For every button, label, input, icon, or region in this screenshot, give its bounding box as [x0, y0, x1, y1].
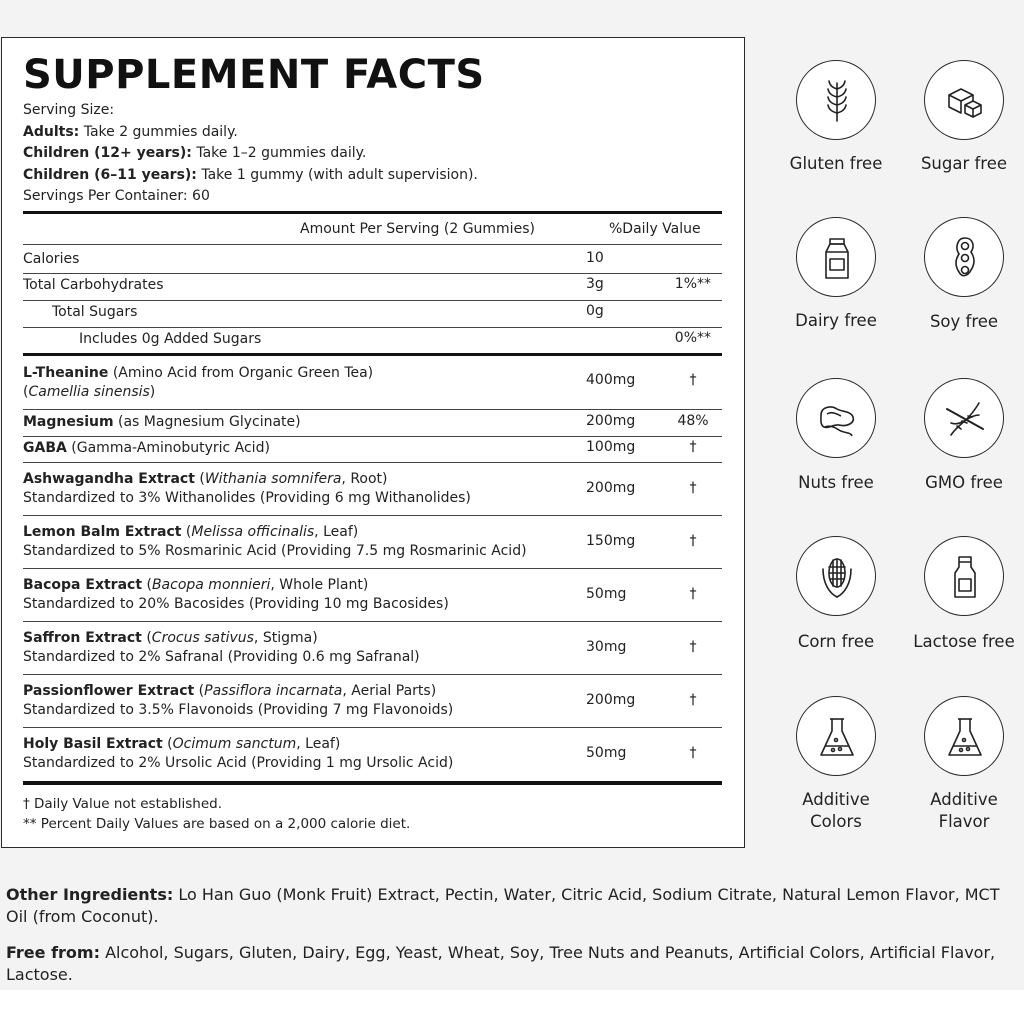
divider [23, 409, 722, 410]
divider [23, 727, 722, 728]
badge-label: Additive Flavor [930, 790, 998, 831]
divider [23, 621, 722, 622]
divider [23, 273, 722, 274]
sugar-cubes-icon [924, 60, 1004, 140]
divider [23, 515, 722, 516]
other-ingredients: Other Ingredients: Lo Han Guo (Monk Fruit) Extract, Pectin, Water, Citric Acid, Sodium Citrate, Natural Lemon Flavor, MCT Oil (from Coconut). [6, 885, 1000, 926]
serving-info [23, 100, 478, 208]
divider [23, 674, 722, 675]
soybean-icon [924, 217, 1004, 297]
badge-label: Gluten free [789, 154, 883, 173]
badge-label: Soy free [929, 312, 999, 331]
nut-icon [796, 378, 876, 458]
header-amount: Amount Per Serving (2 Gummies) [300, 221, 535, 237]
header-daily-value: %Daily Value [609, 221, 701, 237]
footnote-dagger: † Daily Value not established. [23, 796, 222, 812]
divider [23, 327, 722, 328]
divider-thick [23, 211, 722, 214]
divider [23, 436, 722, 437]
footnote-percent: ** Percent Daily Values are based on a 2,000 calorie diet. [23, 816, 411, 832]
flask-icon [796, 696, 876, 776]
milk-bottle-icon [924, 536, 1004, 616]
milk-carton-icon [796, 217, 876, 297]
divider-thick [23, 781, 722, 785]
divider-thick [23, 353, 722, 356]
serving-size: Serving Size: [23, 102, 115, 118]
serving-children-6: Children (6–11 years): Take 1 gummy (with adult supervision). [23, 166, 478, 183]
badge-label: GMO free [925, 473, 1003, 492]
dna-icon [924, 378, 1004, 458]
badge-label: Nuts free [798, 473, 874, 492]
servings-per-container: Servings Per Container: 60 [23, 188, 210, 204]
divider [23, 462, 722, 463]
badge-label: Dairy free [795, 311, 877, 330]
badge-label: Sugar free [920, 154, 1008, 173]
footnotes [23, 794, 410, 834]
badge-label: Additive Colors [802, 790, 870, 831]
panel-title: SUPPLEMENT FACTS [23, 52, 485, 98]
divider [23, 244, 722, 245]
free-from: Free from: Alcohol, Sugars, Gluten, Dairy, Egg, Yeast, Wheat, Soy, Tree Nuts and Peanuts, Artificial Colors, Artificial Flavor, Lactose. [6, 943, 996, 984]
supplement-facts-panel: SUPPLEMENT FACTS Serving Size: Adults: Take 2 gummies daily. Children (12+ years): Take 1–2 gummies daily. Children (6–11 years): Take 1 gummy (with adult supervision). Servings Per Container: 60 Amount Per Serving (2 Gummies) %Daily Value Calories 10 Total Carbohydrates 3g 1%** Total Sugars 0g Includes 0g Added Sugars 0%** L-Theanine (Amino Acid from Organic Green Tea) (Camellia sinensis) 400mg † Magnesium (as Magnesium Glycinate) 200mg 48% GABA (Gamma-Aminobutyric Acid) 100mg † Ashwagandha Extract (Withania somnifera, Root) Standardized to 3% Withanolides (Providing 6 mg Withanolides) 200mg † Lemon Balm Extract (Melissa officinalis, Leaf) Standardized to 5% Rosmarinic Acid (Providing 7.5 mg Rosmarinic Acid) 150mg † Bacopa Extract (Bacopa monnieri, Whole Plant) Standardized to 20% Bacosides (Providing 10 mg Bacosides) 50mg † Saffron Extract (Crocus sativus, Stigma) Standardized to 2% Safranal (Providing 0.6 mg Safranal) 30mg † Passionflower Extract (Passiflora incarnata, Aerial Parts) Standardized to 3.5% Flavonoids (Providing 7 mg Flavonoids) 200mg † Holy Basil Extract (Ocimum sanctum, Leaf) Standardized to 2% Ursolic Acid (Providing 1 mg Ursolic Acid) 50mg † † Daily Value not established. ** Percent Daily Values are based on a 2,000 calorie diet. [1, 37, 745, 848]
serving-children-12: Children (12+ years): Take 1–2 gummies daily. [23, 145, 367, 161]
divider [23, 300, 722, 301]
wheat-icon [796, 60, 876, 140]
serving-adults: Adults: Take 2 gummies daily. [23, 123, 238, 140]
badge-label: Lactose free [913, 632, 1015, 651]
corn-icon [796, 536, 876, 616]
flask-icon [924, 696, 1004, 776]
badge-label: Corn free [797, 632, 875, 651]
divider [23, 568, 722, 569]
